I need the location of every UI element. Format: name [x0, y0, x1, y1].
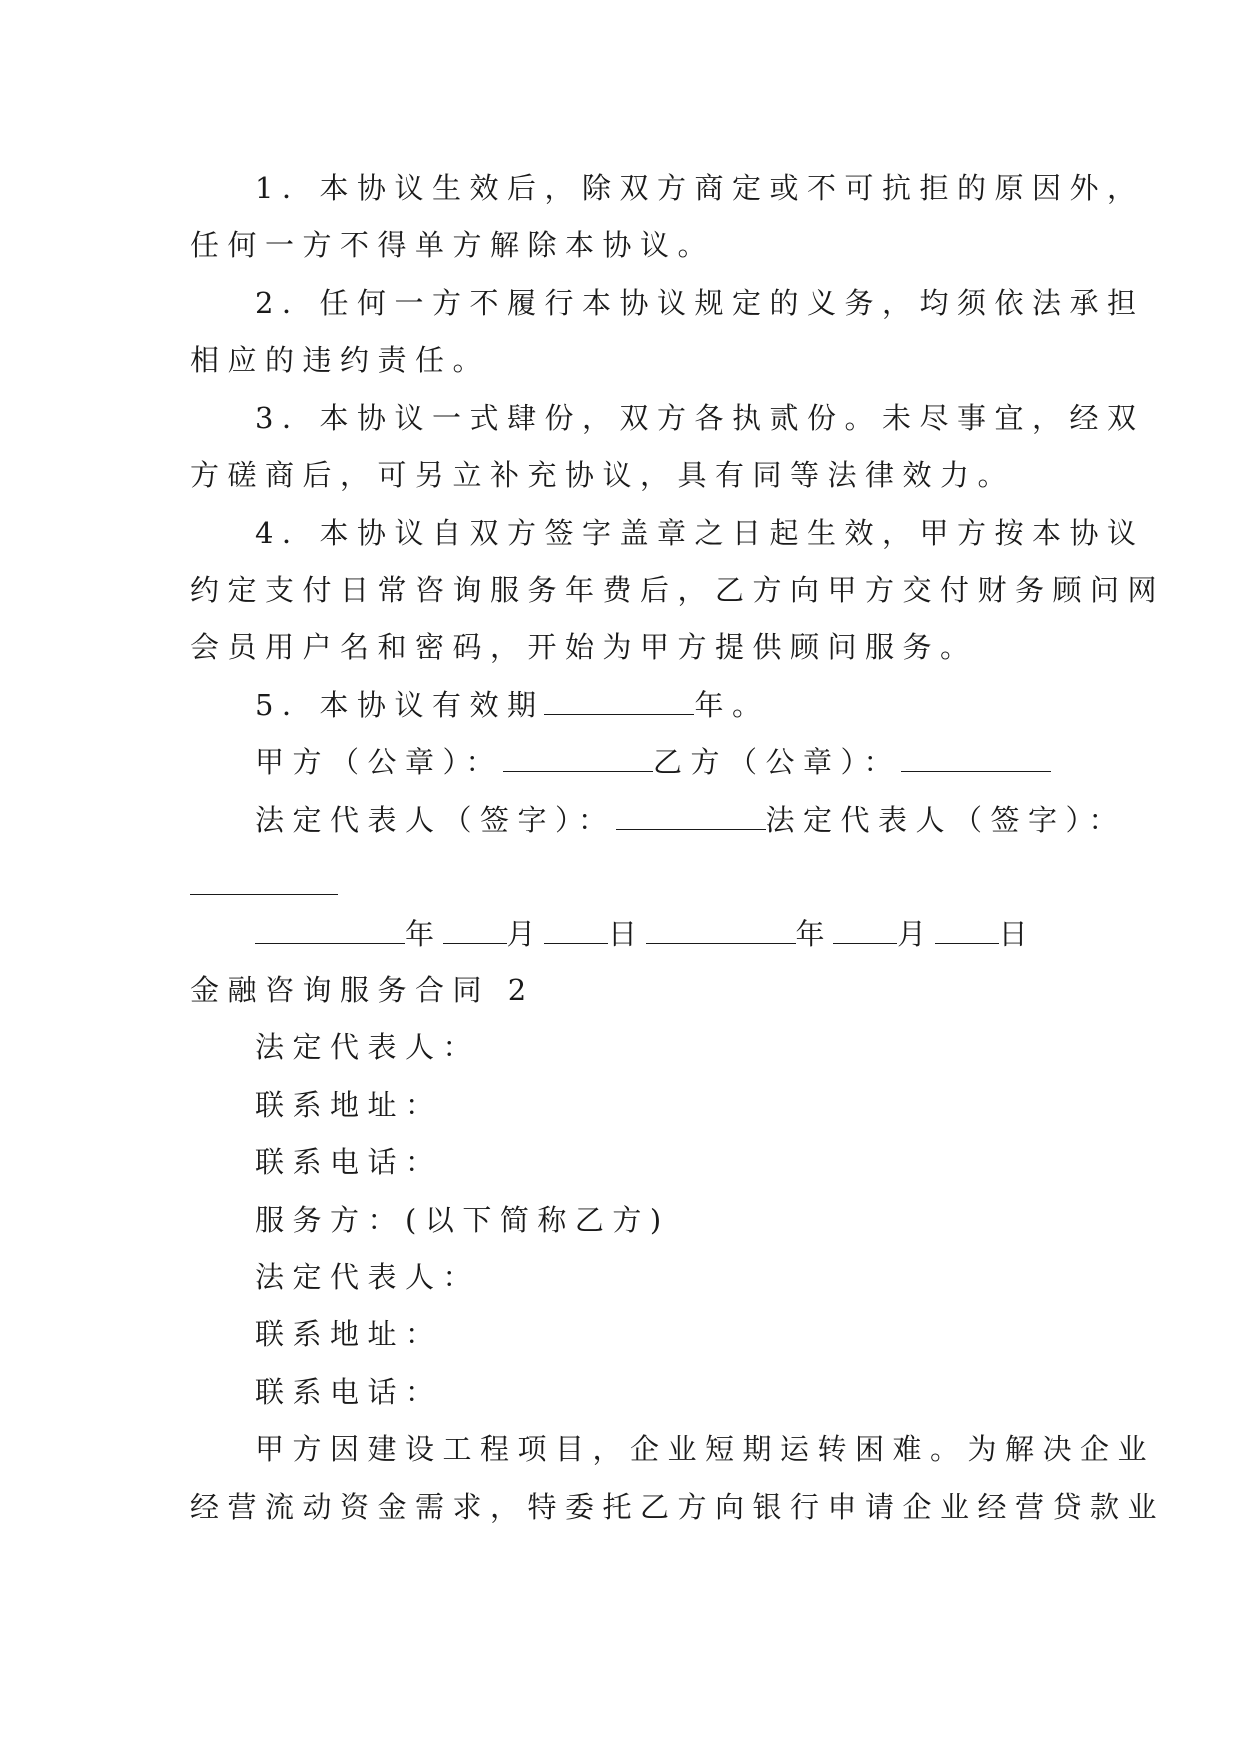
service-representative-field: 法定代表人：: [255, 1260, 481, 1294]
client-representative-field: 法定代表人：: [255, 1030, 481, 1064]
party-b-rep-label: 法定代表人（签字）：: [765, 803, 1127, 837]
party-b-day-blank: [935, 913, 999, 944]
service-party-field: 服务方：(以下简称乙方): [255, 1203, 670, 1237]
party-a-month-blank: [443, 913, 507, 944]
closing-line-2: 经营流动资金需求，特委托乙方向银行申请企业经营贷款业: [190, 1490, 1166, 1524]
clause-4-line-1: 4．本协议自双方签字盖章之日起生效，甲方按本协议: [255, 516, 1145, 550]
service-address-field: 联系地址：: [255, 1317, 443, 1351]
party-b-month-label: 月: [897, 917, 935, 951]
party-b-day-label: 日: [998, 917, 1037, 951]
party-a-seal-label: 甲方（公章）：: [255, 745, 504, 779]
validity-prefix: 5．本协议有效期: [255, 688, 545, 722]
party-b-rep-blank: [190, 893, 338, 895]
party-a-year-label: 年: [405, 917, 443, 951]
date-line: [255, 913, 1036, 954]
clause-5-validity: [255, 684, 769, 725]
clause-3-line-2: 方磋商后，可另立补充协议，具有同等法律效力。: [190, 458, 1016, 492]
clause-1-line-1: 1．本协议生效后，除双方商定或不可抗拒的原因外，: [255, 171, 1145, 205]
clause-4-line-2: 约定支付日常咨询服务年费后，乙方向甲方交付财务顾问网: [190, 573, 1166, 607]
clause-4-line-3: 会员用户名和密码，开始为甲方提供顾问服务。: [190, 630, 978, 664]
party-a-month-label: 月: [506, 917, 545, 951]
party-b-year-blank: [646, 913, 796, 944]
contract-2-title: 金融咨询服务合同 2: [190, 973, 535, 1007]
party-b-seal-blank: [901, 741, 1051, 772]
party-b-year-label: 年: [795, 917, 834, 951]
client-phone-field: 联系电话：: [255, 1145, 443, 1179]
party-a-rep-label: 法定代表人（签字）：: [255, 803, 616, 837]
clause-2-line-1: 2．任何一方不履行本协议规定的义务，均须依法承担: [255, 286, 1145, 320]
seal-line: [255, 741, 1051, 782]
party-b-month-blank: [833, 913, 897, 944]
representative-line: [255, 799, 1126, 840]
party-a-rep-blank: [616, 799, 766, 830]
party-a-year-blank: [255, 913, 405, 944]
validity-suffix: 年。: [694, 688, 770, 722]
client-address-field: 联系地址：: [255, 1088, 443, 1122]
closing-line-1: 甲方因建设工程项目，企业短期运转困难。为解决企业: [255, 1432, 1156, 1466]
party-b-seal-label: 乙方（公章）：: [653, 745, 902, 779]
clause-3-line-1: 3．本协议一式肆份，双方各执贰份。未尽事宜，经双: [255, 401, 1145, 435]
service-phone-field: 联系电话：: [255, 1375, 443, 1409]
party-a-day-blank: [544, 913, 608, 944]
clause-1-line-2: 任何一方不得单方解除本协议。: [190, 228, 716, 262]
clause-2-line-2: 相应的违约责任。: [190, 343, 491, 377]
party-a-day-label: 日: [608, 917, 646, 951]
validity-years-blank: [544, 684, 694, 715]
party-a-seal-blank: [503, 741, 653, 772]
